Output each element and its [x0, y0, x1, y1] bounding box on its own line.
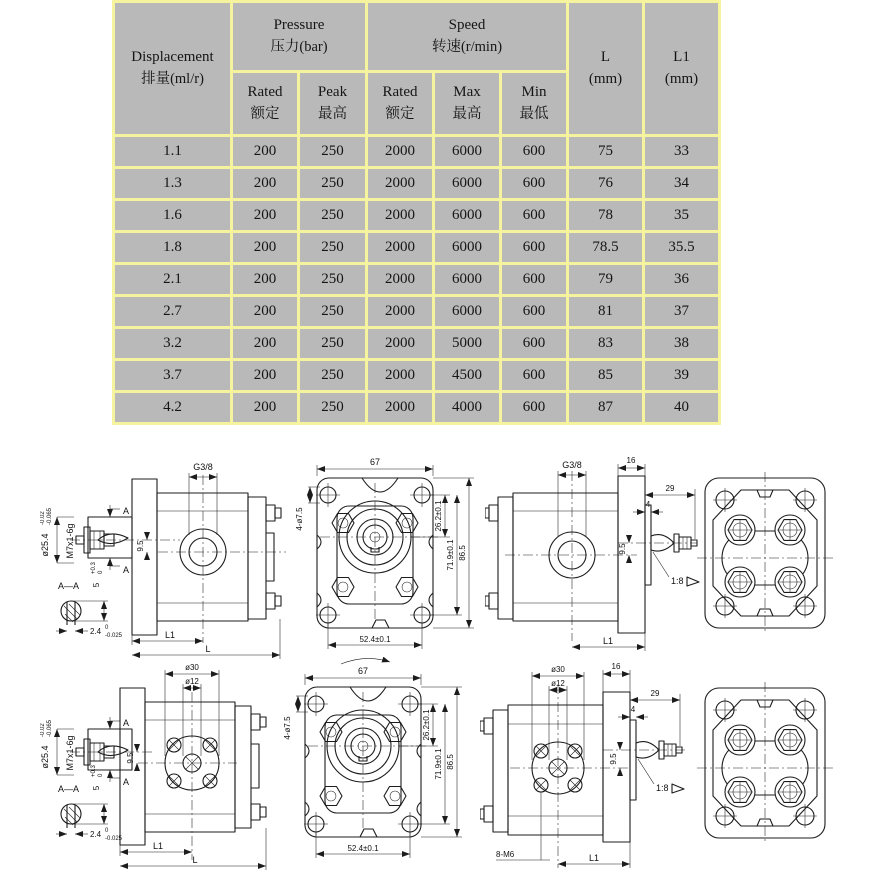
dim-52-label: 52.4±0.1 — [359, 635, 391, 644]
mount-holes-label: 4-ø7.5 — [295, 507, 304, 531]
pilot-label: ø12 — [185, 677, 199, 686]
subheader-en: Min — [521, 84, 547, 101]
drawing-side-view-threaded-shaft-1 — [40, 455, 290, 660]
spec-cell: 6000 — [434, 200, 501, 232]
face-dimension — [618, 705, 648, 717]
dim-86-label: 86.5 — [446, 754, 455, 770]
spec-cell: 2000 — [367, 391, 434, 423]
length-dimension — [572, 633, 645, 651]
spec-cell: 600 — [501, 136, 568, 168]
subheader-cn: 最低 — [519, 105, 549, 122]
spec-cell: 250 — [299, 359, 367, 391]
spec-cell: 6000 — [434, 232, 501, 264]
spec-cell: 6000 — [434, 296, 501, 328]
spec-cell: 4500 — [434, 359, 501, 391]
key-height-tol-lower: 0 — [98, 570, 104, 574]
spec-cell: 200 — [232, 359, 299, 391]
spec-cell: 600 — [501, 328, 568, 360]
offset-dimension — [618, 535, 629, 563]
header-speed-en: Speed — [448, 16, 486, 33]
section-mark-label: A — [123, 718, 130, 728]
col-header-pressure-rated — [232, 71, 299, 136]
header-pressure-cn: 压力(bar) — [270, 38, 328, 55]
col-header-pressure-peak — [299, 71, 367, 136]
flange-od-label: ø30 — [551, 665, 565, 674]
spec-cell: 2000 — [367, 359, 434, 391]
taper-label: 1:8 — [671, 576, 684, 586]
spec-cell: 250 — [299, 296, 367, 328]
dim-l1-label: L1 — [602, 636, 614, 646]
spec-cell: 250 — [299, 264, 367, 296]
dim-86-label: 86.5 — [458, 545, 467, 561]
header-l: L — [600, 48, 611, 65]
spec-cell: 38 — [644, 328, 720, 360]
subheader-cn: 最高 — [452, 105, 482, 122]
centerlines — [70, 475, 286, 643]
col-header-speed-rated — [367, 71, 434, 136]
offset-label: 9.5 — [126, 752, 135, 764]
plate-dimension — [618, 456, 645, 476]
spec-cell: 200 — [232, 136, 299, 168]
spec-row — [114, 328, 720, 360]
spec-cell: 250 — [299, 200, 367, 232]
subheader-en: Max — [453, 84, 481, 101]
shaft-tolerance-upper: -0.02 — [40, 511, 46, 525]
shaft-tolerance-lower: -0.065 — [47, 719, 53, 737]
dim-16-label: 16 — [626, 456, 636, 465]
col-header-speed — [367, 2, 568, 72]
header-l1-unit: (mm) — [664, 70, 699, 87]
dim-16-label: 16 — [611, 662, 621, 671]
spec-cell: 6000 — [434, 168, 501, 200]
spec-table-header — [114, 2, 720, 136]
dim-l-label: L — [205, 644, 211, 654]
section-mark-label: A — [123, 777, 130, 787]
dim-26-label: 26.2±0.1 — [422, 709, 431, 741]
spec-cell: 600 — [501, 264, 568, 296]
spec-cell: 35 — [644, 200, 720, 232]
shaft-length-dimension — [645, 484, 695, 539]
spec-cell: 1.8 — [114, 232, 232, 264]
spec-cell: 87 — [568, 391, 644, 423]
spec-cell: 6000 — [434, 136, 501, 168]
dim-72-label: 71.9±0.1 — [446, 539, 455, 571]
spec-cell: 83 — [568, 328, 644, 360]
key-width-tol-upper: 0 — [105, 625, 109, 631]
header-l-unit: (mm) — [588, 70, 623, 87]
dim-4-label: 4 — [630, 705, 636, 714]
face-dimension — [633, 500, 663, 512]
dim-26-label: 26.2±0.1 — [434, 500, 443, 532]
subheader-en: Rated — [382, 84, 418, 101]
subheader-en: Peak — [317, 84, 348, 101]
port-flange-face — [532, 742, 584, 794]
spec-cell: 250 — [299, 136, 367, 168]
spec-table — [112, 0, 721, 425]
spec-cell: 78.5 — [568, 232, 644, 264]
shaft-thread-label: M7x1-6g — [65, 523, 75, 559]
spec-cell: 75 — [568, 136, 644, 168]
section-detail-a-a — [56, 764, 123, 842]
dim-l1-label: L1 — [152, 841, 164, 851]
spec-cell: 76 — [568, 168, 644, 200]
shaft-diameter-label: ø25.4 — [40, 745, 50, 769]
section-mark-label: A — [123, 506, 130, 516]
section-detail-a-a — [56, 561, 123, 639]
spec-cell: 200 — [232, 391, 299, 423]
spec-cell: 3.7 — [114, 359, 232, 391]
dim-width-label: 67 — [357, 666, 369, 676]
spec-cell: 37 — [644, 296, 720, 328]
spec-cell: 1.3 — [114, 168, 232, 200]
spec-row — [114, 296, 720, 328]
subheader-cn: 额定 — [250, 105, 280, 122]
taper-callout — [638, 759, 684, 793]
offset-dimension — [136, 532, 147, 560]
spec-row — [114, 232, 720, 264]
dim-29-label: 29 — [665, 484, 675, 493]
spec-cell: 600 — [501, 168, 568, 200]
pump-body-outline — [132, 479, 281, 635]
spec-table-body — [114, 136, 720, 424]
offset-dimension — [609, 742, 620, 776]
spec-cell: 79 — [568, 264, 644, 296]
spec-cell: 2000 — [367, 296, 434, 328]
header-l1: L1 — [673, 48, 690, 65]
taper-label: 1:8 — [656, 783, 669, 793]
shaft-dimension-labels — [40, 507, 75, 563]
spec-cell: 250 — [299, 391, 367, 423]
plate-dimension — [603, 662, 630, 692]
bolt-holes-callout — [496, 792, 550, 860]
spec-cell: 36 — [644, 264, 720, 296]
col-header-l1 — [644, 2, 720, 136]
length-dimensions — [132, 619, 280, 659]
spec-cell: 600 — [501, 232, 568, 264]
col-header-speed-max — [434, 71, 501, 136]
dim-29-label: 29 — [650, 689, 660, 698]
spec-cell: 2000 — [367, 328, 434, 360]
spec-cell: 250 — [299, 328, 367, 360]
key-height-tol-lower: 0 — [98, 773, 104, 777]
key-width-tol-upper: 0 — [105, 828, 109, 834]
shaft-dimension-labels — [40, 719, 75, 775]
subheader-cn: 额定 — [385, 105, 415, 122]
dim-l1-label: L1 — [588, 853, 600, 863]
centerlines — [308, 692, 426, 832]
section-mark-label: A — [123, 565, 130, 575]
dim-l1-label: L1 — [164, 630, 176, 640]
bolt-holes-label: 8-M6 — [496, 850, 515, 859]
shaft-diameter-label: ø25.4 — [40, 533, 50, 557]
drawing-side-view-threaded-shaft-2 — [40, 660, 290, 885]
shaft-thread-label: M7x1-6g — [65, 735, 75, 771]
spec-cell: 200 — [232, 264, 299, 296]
dim-72-label: 71.9±0.1 — [434, 748, 443, 780]
header-pressure-en: Pressure — [273, 16, 325, 33]
pilot-label: ø12 — [551, 679, 565, 688]
spec-cell: 4000 — [434, 391, 501, 423]
flange-od-label: ø30 — [185, 663, 199, 672]
spec-cell: 2000 — [367, 264, 434, 296]
spec-cell: 39 — [644, 359, 720, 391]
subheader-cn: 最高 — [318, 105, 347, 122]
spec-cell: 6000 — [434, 264, 501, 296]
subheader-en: Rated — [247, 84, 283, 101]
port-label: G3/8 — [562, 460, 582, 470]
offset-label: 9.5 — [609, 753, 618, 765]
spec-row — [114, 136, 720, 168]
drawing-side-view-taper-shaft-1 — [485, 455, 700, 660]
spec-cell: 40 — [644, 391, 720, 423]
col-header-l — [568, 2, 644, 136]
dim-width-label: 67 — [369, 457, 381, 467]
key-height-label: 5 — [92, 582, 101, 588]
spec-cell: 4.2 — [114, 391, 232, 423]
taper-callout — [653, 552, 699, 586]
centerlines — [320, 483, 438, 623]
spec-row — [114, 264, 720, 296]
spec-cell: 85 — [568, 359, 644, 391]
spec-cell: 200 — [232, 168, 299, 200]
dim-4-label: 4 — [645, 500, 651, 509]
drawing-rear-view-1 — [695, 470, 860, 635]
spec-cell: 78 — [568, 200, 644, 232]
offset-label: 9.5 — [618, 543, 627, 555]
spec-cell: 600 — [501, 359, 568, 391]
col-header-displacement — [114, 2, 232, 136]
shaft-assembly — [76, 517, 132, 558]
spec-cell: 1.6 — [114, 200, 232, 232]
spec-row — [114, 200, 720, 232]
header-displacement-en: Displacement — [131, 49, 214, 66]
spec-cell: 200 — [232, 200, 299, 232]
spec-cell: 2000 — [367, 232, 434, 264]
section-label: A—A — [58, 784, 80, 794]
spec-cell: 600 — [501, 391, 568, 423]
spec-cell: 250 — [299, 168, 367, 200]
spec-row — [114, 359, 720, 391]
spec-row — [114, 168, 720, 200]
dim-l-label: L — [192, 855, 198, 865]
key-width-tol-lower: -0.025 — [105, 633, 123, 639]
spec-cell: 33 — [644, 136, 720, 168]
spec-cell: 2.1 — [114, 264, 232, 296]
header-displacement-cn: 排量(ml/r) — [141, 71, 204, 88]
spec-cell: 3.2 — [114, 328, 232, 360]
centerlines — [505, 471, 697, 641]
spec-cell: 200 — [232, 232, 299, 264]
spec-cell: 34 — [644, 168, 720, 200]
spec-cell: 250 — [299, 232, 367, 264]
shaft-tolerance-upper: -0.02 — [40, 723, 46, 737]
key-height-tol-upper: +0.3 — [91, 562, 97, 574]
key-height-tol-upper: +0.3 — [91, 765, 97, 777]
col-header-speed-min — [501, 71, 568, 136]
spec-cell: 35.5 — [644, 232, 720, 264]
key-width-tol-lower: -0.025 — [105, 836, 123, 842]
pump-body-outline — [120, 688, 266, 845]
col-header-pressure — [232, 2, 367, 72]
centerlines — [510, 684, 688, 868]
length-dimension — [558, 842, 630, 868]
port-label: G3/8 — [193, 462, 213, 472]
header-speed-cn: 转速(r/min) — [431, 38, 503, 55]
section-label: A—A — [58, 581, 80, 591]
drawing-front-view-1 — [290, 455, 485, 660]
key-width-label: 2.4 — [90, 830, 102, 839]
shaft-length-dimension — [630, 689, 680, 746]
spec-cell: 2000 — [367, 136, 434, 168]
offset-label: 9.5 — [136, 540, 145, 552]
spec-cell: 81 — [568, 296, 644, 328]
spec-cell: 200 — [232, 296, 299, 328]
key-width-label: 2.4 — [90, 627, 102, 636]
spec-cell: 1.1 — [114, 136, 232, 168]
spec-cell: 2000 — [367, 200, 434, 232]
drawing-side-view-taper-shaft-2 — [480, 660, 700, 885]
spec-row — [114, 391, 720, 423]
shaft-tolerance-lower: -0.065 — [47, 507, 53, 525]
key-height-label: 5 — [92, 785, 101, 791]
length-dimensions — [120, 828, 266, 870]
shaft-assembly — [76, 729, 132, 770]
drawing-front-view-2 — [275, 650, 485, 885]
drawing-rear-view-2 — [695, 680, 860, 845]
rotation-arrow — [341, 658, 390, 664]
spec-cell: 600 — [501, 296, 568, 328]
spec-cell: 600 — [501, 200, 568, 232]
spec-cell: 2.7 — [114, 296, 232, 328]
spec-cell: 2000 — [367, 168, 434, 200]
mount-holes-label: 4-ø7.5 — [283, 716, 292, 740]
dim-52-label: 52.4±0.1 — [347, 844, 379, 853]
spec-cell: 5000 — [434, 328, 501, 360]
spec-cell: 200 — [232, 328, 299, 360]
